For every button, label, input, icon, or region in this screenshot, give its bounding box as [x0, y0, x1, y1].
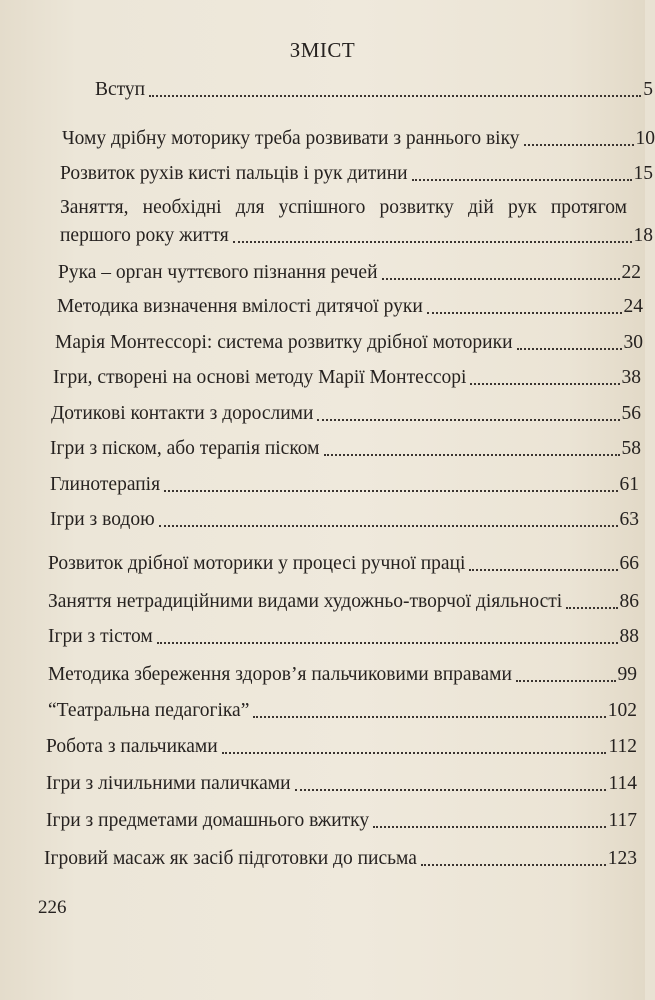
toc-entry-page: 112 — [608, 736, 637, 757]
toc-leader — [421, 864, 606, 866]
toc-entry-page: 24 — [623, 296, 643, 317]
toc-leader — [295, 789, 607, 791]
toc-entry-title: Дотикові контакти з дорослими — [51, 403, 314, 424]
toc-leader — [253, 716, 605, 718]
toc-entry — [48, 550, 639, 578]
toc-entry-page: 15 — [633, 163, 653, 184]
toc-leader — [233, 241, 632, 243]
toc-entry-title: Робота з пальчиками — [46, 736, 218, 757]
toc-entry — [48, 697, 637, 725]
toc-entry-title: Ігровий масаж як засіб підготовки до письма — [44, 848, 417, 869]
toc-entry — [58, 259, 641, 287]
toc-leader — [373, 826, 606, 828]
toc-entry-title: Рука – орган чуттєвого пізнання речей — [58, 262, 378, 283]
toc-entry-page: 38 — [621, 367, 641, 388]
toc-entry-page: 63 — [619, 509, 639, 530]
toc-leader — [427, 312, 622, 314]
toc-entry-page: 86 — [619, 591, 639, 612]
toc-entry-title: Ігри з лічильними паличками — [46, 773, 291, 794]
toc-entry-page: 58 — [621, 438, 641, 459]
toc-entry — [48, 623, 639, 651]
toc-entry — [95, 76, 653, 104]
toc-entry — [48, 661, 637, 689]
toc-entry-title: Марія Монтессорі: система розвитку дрібної моторики — [55, 332, 513, 353]
toc-leader — [517, 348, 622, 350]
toc-entry — [51, 400, 641, 428]
toc-entry-title: “Театральна педагогіка” — [48, 700, 250, 721]
toc-leader — [524, 144, 634, 146]
toc-entry-page: 88 — [619, 626, 639, 647]
toc-entry-page: 114 — [608, 773, 637, 794]
toc-entry — [55, 329, 643, 357]
toc-leader — [317, 419, 619, 421]
toc-entry-page: 18 — [633, 225, 653, 246]
toc-entry-title: Методика збереження здоров’я пальчиковими вправами — [48, 664, 512, 685]
toc-entry-page: 5 — [643, 79, 653, 100]
toc-entry — [48, 588, 639, 616]
toc-entry — [44, 845, 637, 873]
toc-leader — [412, 179, 632, 181]
toc-entry-page: 99 — [617, 664, 637, 685]
toc-entry — [46, 807, 637, 835]
toc-entry-page: 61 — [619, 474, 639, 495]
toc-entry — [60, 160, 653, 188]
toc-entry — [57, 293, 643, 321]
toc-entry — [50, 471, 639, 499]
toc-entry-page: 10 — [635, 128, 655, 149]
toc-entry-title: Вступ — [95, 79, 146, 100]
toc-entry-second-line — [60, 222, 653, 250]
toc-leader — [516, 680, 616, 682]
toc-entry-page: 56 — [621, 403, 641, 424]
toc-entry-title: Розвиток рухів кисті пальців і рук дитини — [60, 163, 408, 184]
toc-entry-page: 102 — [607, 700, 637, 721]
toc-entry — [46, 733, 637, 761]
toc-leader — [164, 490, 617, 492]
toc-entry-title: Ігри з тістом — [48, 626, 153, 647]
toc-leader — [382, 278, 620, 280]
toc-entry-title: Ігри, створені на основі методу Марії Монтессорі — [53, 367, 467, 388]
toc-leader — [566, 607, 617, 609]
toc-entry — [46, 770, 637, 798]
toc-entry-page: 66 — [619, 553, 639, 574]
page-title: ЗМІСТ — [289, 38, 356, 62]
toc-entry-title: Розвиток дрібної моторики у процесі ручної праці — [48, 553, 466, 574]
toc-entry-page: 22 — [621, 262, 641, 283]
toc-leader — [324, 454, 620, 456]
toc-entry-title: Ігри з піском, або терапія піском — [50, 438, 320, 459]
toc-entry-title: Глинотерапія — [50, 474, 161, 495]
toc-entry-title: Заняття, необхідні для успішного розвитку дій рук протягом — [60, 197, 627, 218]
toc-entry — [50, 506, 639, 534]
page-number: 226 — [38, 897, 67, 918]
toc-entry-title: Заняття нетрадиційними видами художньо-творчої діяльності — [48, 591, 563, 612]
toc-entry-title: Ігри з предметами домашнього вжитку — [46, 810, 370, 831]
toc-leader — [469, 569, 617, 571]
toc-leader — [470, 383, 619, 385]
toc-entry-title: Чому дрібну моторику треба розвивати з раннього віку — [62, 128, 520, 149]
toc-entry — [50, 435, 641, 463]
toc-entry-page: 30 — [623, 332, 643, 353]
toc-entry — [53, 364, 641, 392]
toc-entry-title: Ігри з водою — [50, 509, 155, 530]
toc-entry-page: 117 — [608, 810, 637, 831]
toc-entry-title: Методика визначення вмілості дитячої руки — [57, 296, 423, 317]
toc-leader — [159, 525, 618, 527]
toc-entry — [62, 125, 655, 153]
toc-entry — [60, 194, 653, 250]
toc-leader — [157, 642, 618, 644]
toc-entry-page: 123 — [607, 848, 637, 869]
table-of-contents — [0, 76, 655, 876]
toc-entry-title-continued: першого року життя — [60, 225, 229, 246]
toc-leader — [149, 95, 641, 97]
toc-leader — [222, 752, 607, 754]
